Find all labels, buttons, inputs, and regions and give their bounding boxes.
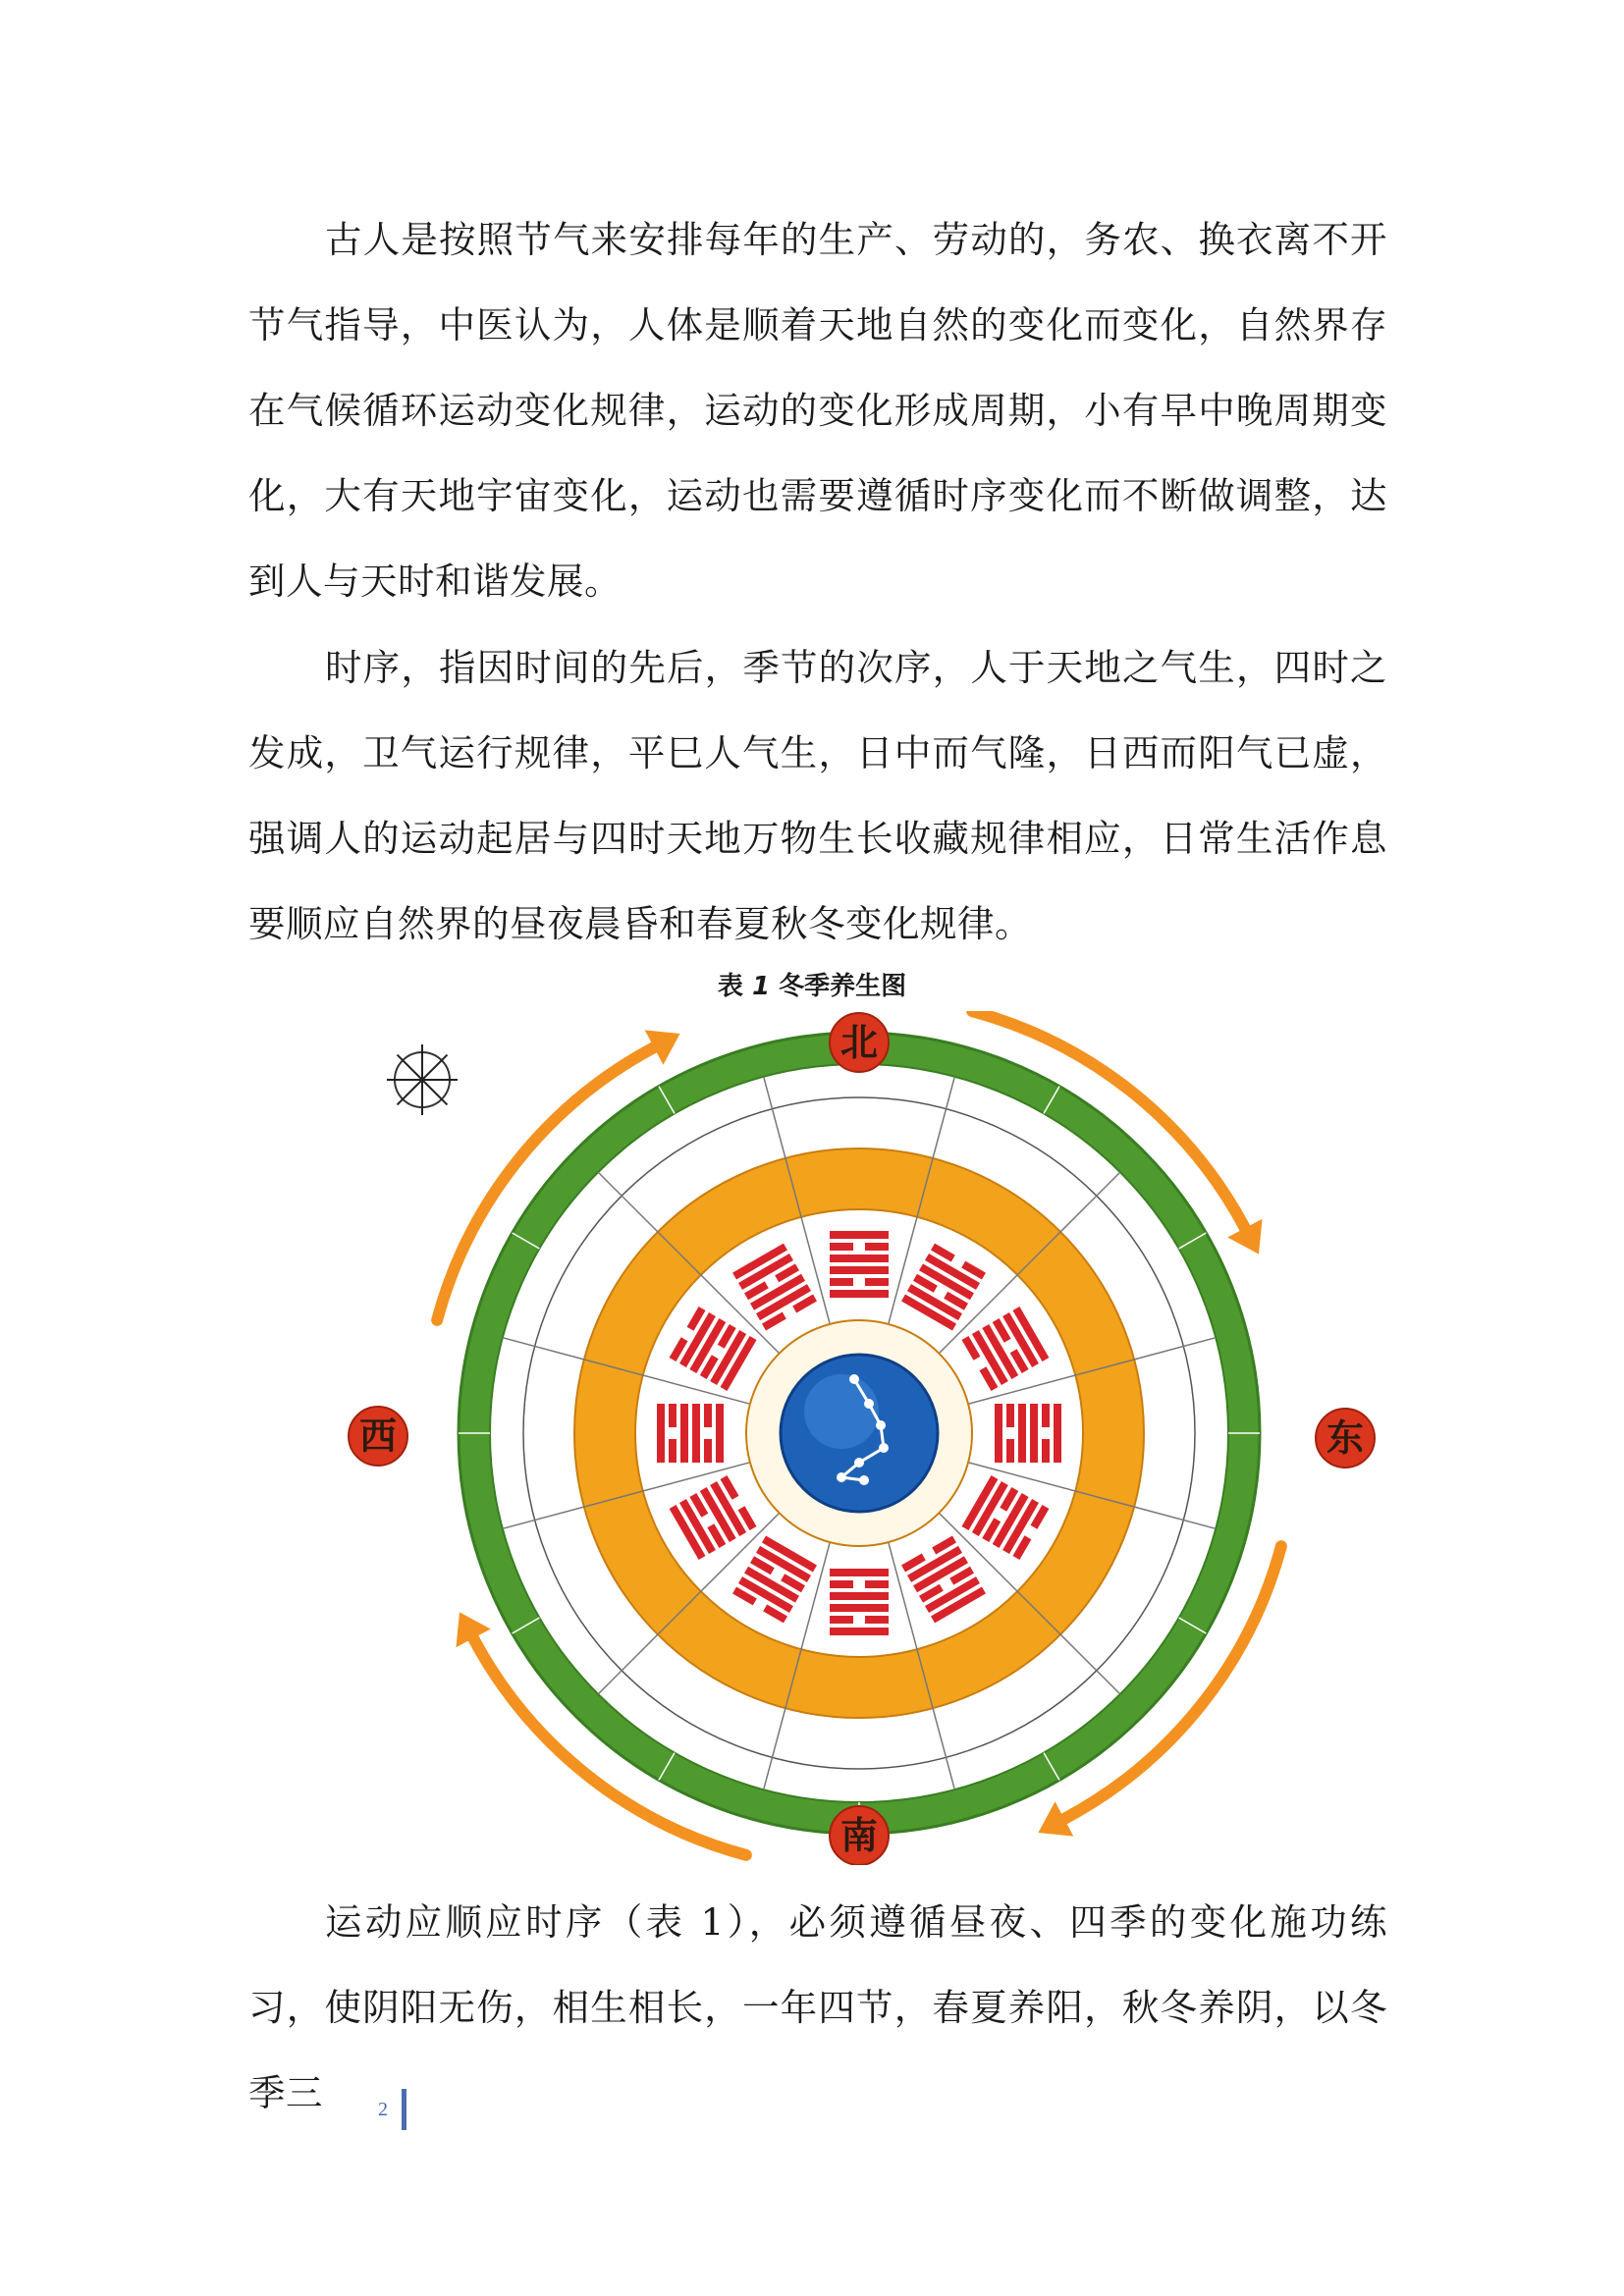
hexagram-bar bbox=[657, 1404, 665, 1463]
hexagram-bar bbox=[995, 1404, 1002, 1463]
hexagram-bar bbox=[1030, 1404, 1038, 1463]
footer-rule bbox=[402, 2089, 406, 2130]
hexagram-bar bbox=[1042, 1404, 1050, 1427]
direction-label-north: 北 bbox=[839, 1021, 879, 1064]
figure-caption bbox=[0, 966, 1624, 1002]
star-dot bbox=[837, 1472, 846, 1482]
caption-prefix: 表 bbox=[717, 972, 743, 1001]
paragraph-3: 运动应顺应时序（表 1），必须遵循昼夜、四季的变化施功练习，使阴阳无伤，相生相长，一年四节，春夏养阳，秋冬养阴，以冬季三 bbox=[248, 1900, 1387, 2114]
hexagram-bar bbox=[680, 1404, 688, 1463]
hexagram-bar bbox=[1018, 1404, 1026, 1463]
hexagram-bar bbox=[1054, 1404, 1061, 1463]
hexagram-bar bbox=[830, 1569, 889, 1576]
hexagram-bar bbox=[830, 1255, 889, 1262]
hexagram-bar bbox=[865, 1616, 889, 1624]
hexagram-bar bbox=[1042, 1439, 1050, 1463]
hexagram-bar bbox=[1006, 1404, 1014, 1427]
hexagram-bar bbox=[669, 1439, 677, 1463]
direction-label-west: 西 bbox=[358, 1415, 398, 1458]
caption-title: 冬季养生图 bbox=[779, 972, 907, 1001]
hexagram-bar bbox=[830, 1278, 853, 1286]
star-dot bbox=[879, 1443, 889, 1453]
wheel-svg bbox=[319, 1011, 1409, 1865]
hexagram-bar bbox=[704, 1404, 712, 1427]
hexagram-bar bbox=[830, 1616, 853, 1624]
direction-label-east: 东 bbox=[1326, 1416, 1365, 1460]
globe-highlight bbox=[804, 1374, 879, 1449]
star-dot bbox=[864, 1399, 874, 1409]
hexagram-bar bbox=[692, 1404, 700, 1463]
seasonal-wellness-wheel-figure bbox=[319, 1011, 1409, 1865]
caption-number: 1 bbox=[751, 972, 771, 1001]
hexagram-bar bbox=[704, 1439, 712, 1463]
hexagram-bar bbox=[669, 1404, 677, 1427]
star-dot bbox=[859, 1475, 869, 1485]
page-number: 2 bbox=[378, 2099, 388, 2120]
hexagram-bar bbox=[865, 1278, 889, 1286]
hexagram-bar bbox=[830, 1592, 889, 1600]
hexagram-bar bbox=[830, 1266, 889, 1274]
hexagram-bar bbox=[830, 1580, 853, 1588]
hexagram-bar bbox=[716, 1404, 724, 1463]
hexagram-bar bbox=[830, 1290, 889, 1298]
hexagram-bar bbox=[830, 1628, 889, 1635]
hexagram-bar bbox=[865, 1580, 889, 1588]
hexagram-bar bbox=[830, 1243, 853, 1251]
hexagram-bar bbox=[830, 1231, 889, 1239]
hexagram-bar bbox=[830, 1604, 889, 1612]
paragraph-2: 时序，指因时间的先后，季节的次序，人于天地之气生，四时之发成，卫气运行规律，平巳人气生，日中而气隆，日西而阳气已虚，强调人的运动起居与四时天地万物生长收藏规律相应，日常生活作息要顺应自然界的昼夜晨昏和春夏秋冬变化规律。 bbox=[248, 646, 1387, 945]
star-dot bbox=[854, 1458, 864, 1468]
hexagram-bar bbox=[1006, 1439, 1014, 1463]
paragraph-1: 古人是按照节气来安排每年的生产、劳动的，务农、换衣离不开节气指导，中医认为，人体是顺着天地自然的变化而变化，自然界存在气候循环运动变化规律，运动的变化形成周期，小有早中晚周期变化，大有天地宇宙变化，运动也需要遵循时序变化而不断做调整，达到人与天时和谐发展。 bbox=[248, 218, 1387, 603]
star-dot bbox=[876, 1420, 886, 1430]
direction-label-south: 南 bbox=[839, 1814, 879, 1857]
star-dot bbox=[849, 1374, 859, 1384]
hexagram-bar bbox=[865, 1243, 889, 1251]
